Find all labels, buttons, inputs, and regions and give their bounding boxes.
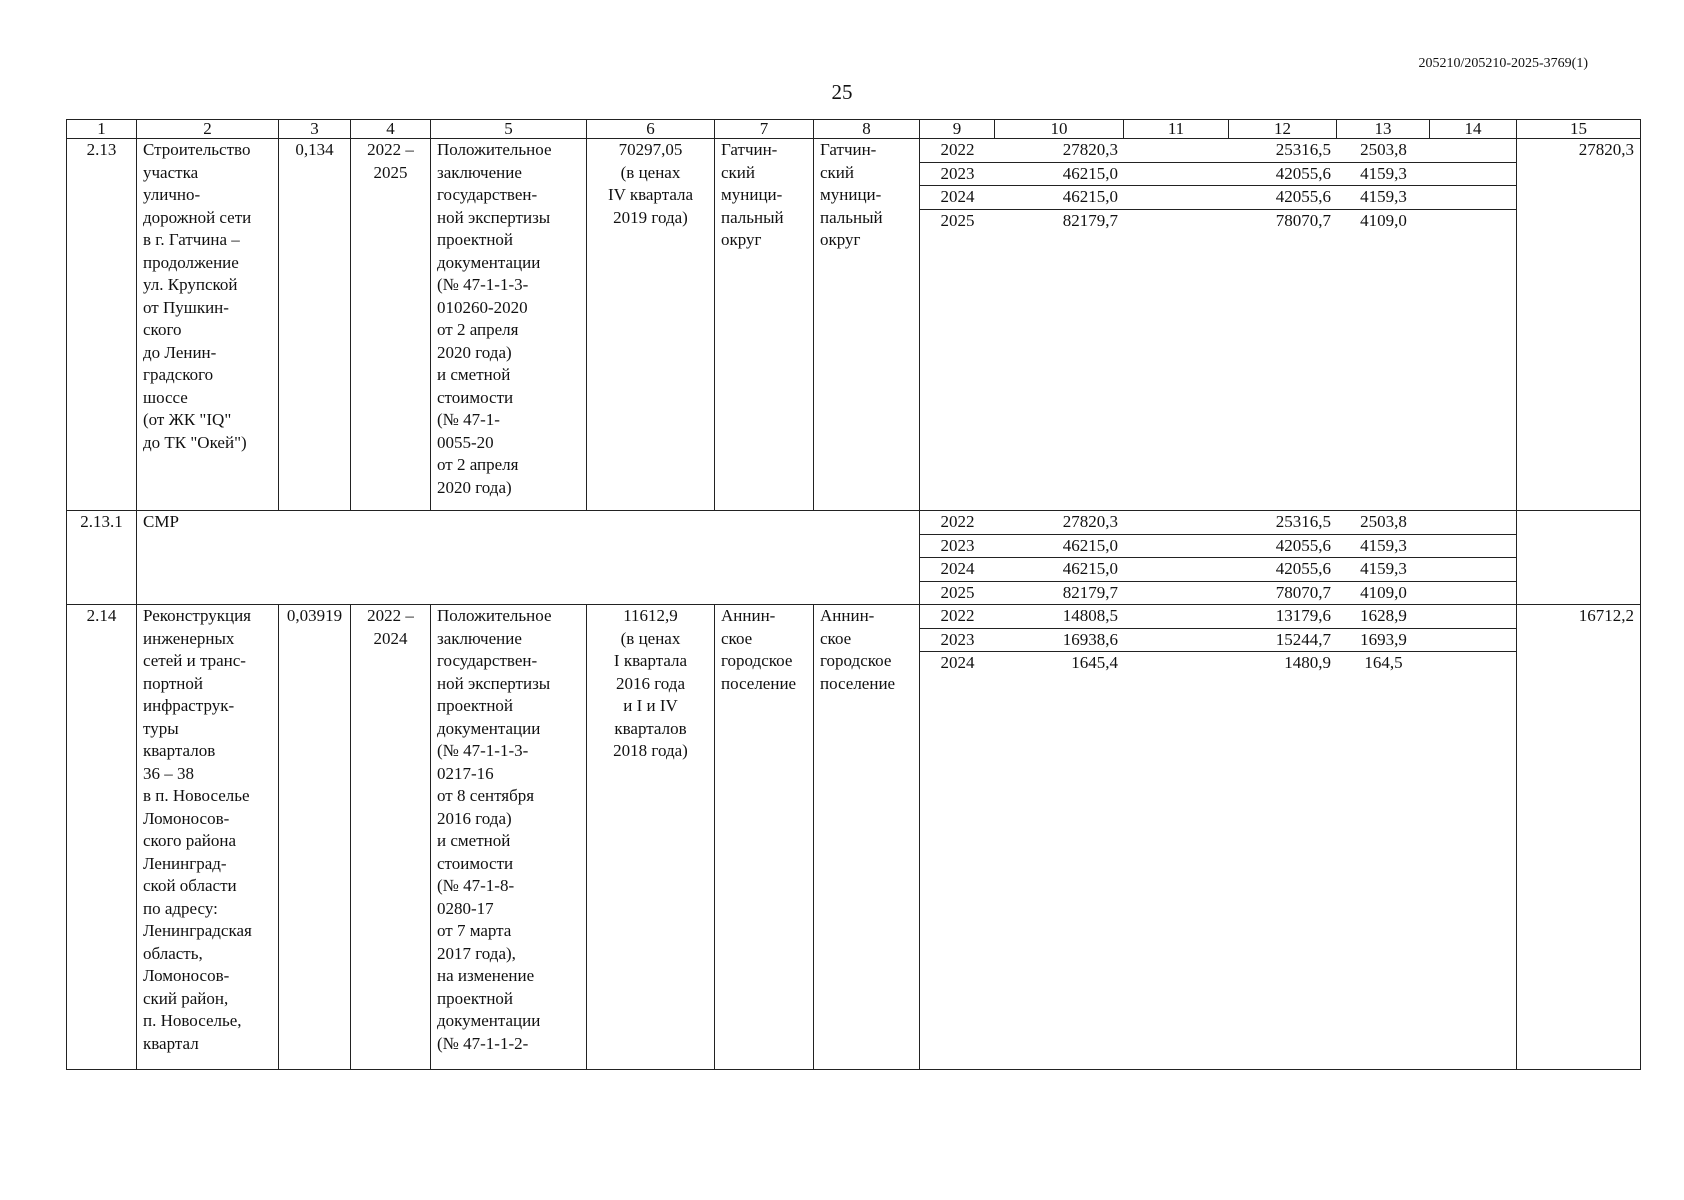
other-amount [1430, 605, 1517, 628]
federal-amount [1124, 628, 1229, 652]
year-row [920, 139, 1517, 162]
column-number: 7 [715, 120, 814, 139]
implementation-period: 2022 – 2025 [351, 139, 431, 511]
local-amount: 4159,3 [1337, 162, 1430, 186]
total-amount: 27820,3 [995, 511, 1124, 534]
customer-municipality: Аннин- ское городское поселение [814, 605, 920, 1070]
row-number: 2.13.1 [67, 511, 137, 605]
year: 2024 [920, 558, 995, 582]
estimated-cost: 70297,05 (в ценах IV квартала 2019 года) [587, 139, 715, 511]
local-amount: 164,5 [1364, 653, 1403, 672]
year: 2023 [920, 162, 995, 186]
column-number: 9 [920, 120, 995, 139]
municipality: Аннин- ское городское поселение [715, 605, 814, 1070]
column-number: 15 [1517, 120, 1641, 139]
column-number: 5 [431, 120, 587, 139]
regional-amount: 25316,5 [1229, 511, 1337, 534]
total-amount: 14808,5 [995, 605, 1124, 628]
column-number: 14 [1430, 120, 1517, 139]
year-row [920, 558, 1517, 582]
yearly-financing-table [920, 511, 1517, 604]
total-amount: 46215,0 [995, 534, 1124, 558]
year: 2023 [920, 534, 995, 558]
year-row [920, 186, 1517, 210]
year-row [920, 628, 1517, 652]
row-number: 2.14 [67, 605, 137, 1070]
year-row [920, 209, 1517, 232]
table-row [67, 605, 1641, 1070]
local-amount: 4159,3 [1337, 186, 1430, 210]
regional-amount: 25316,5 [1229, 139, 1337, 162]
yearly-financing-table [920, 605, 1517, 675]
year: 2025 [940, 210, 975, 230]
regional-amount: 42055,6 [1229, 558, 1337, 582]
column-number: 12 [1229, 120, 1337, 139]
column-number: 1 [67, 120, 137, 139]
object-name: Реконструкция инженерных сетей и транс- портной инфраструк- туры кварталов 36 – 38 в п. Новоселье Ломоносов- ского района Ленинград- ской области по адресу: Ленинградская область, Ломоносов- ский район, п. Новоселье, квартал [137, 605, 279, 1070]
other-amount [1430, 534, 1517, 558]
other-amount [1430, 652, 1517, 675]
year: 2022 [920, 139, 995, 162]
table-row [67, 139, 1641, 511]
column-number-header-row [67, 120, 1641, 139]
local-amount: 2503,8 [1337, 511, 1430, 534]
federal-amount [1124, 162, 1229, 186]
local-amount: 4159,3 [1337, 558, 1430, 582]
federal-amount [1124, 605, 1229, 628]
other-amount [1430, 162, 1517, 186]
federal-amount [1124, 558, 1229, 582]
regional-amount: 15244,7 [1229, 628, 1337, 652]
local-amount: 4109,0 [1360, 210, 1407, 230]
year-row [920, 511, 1517, 534]
row-total: 27820,3 [1517, 139, 1641, 511]
yearly-financing-block [920, 511, 1517, 605]
local-amount: 4109,0 [1360, 582, 1407, 602]
row-total: 16712,2 [1517, 605, 1641, 1070]
other-amount [1430, 581, 1517, 604]
other-amount [1430, 209, 1517, 232]
federal-amount [1124, 534, 1229, 558]
total-amount: 1645,4 [1071, 653, 1118, 672]
column-number: 8 [814, 120, 920, 139]
capacity-value: 0,134 [279, 139, 351, 511]
expertise-conclusion: Положительное заключение государствен- ной экспертизы проектной документации (№ 47-1-1-3- 0217-16 от 8 сентября 2016 года) и сметной стоимости (№ 47-1-8- 0280-17 от 7 марта 2017 года), на изменение проектной документации (№ 47-1-1-2- [431, 605, 587, 1070]
capacity-value: 0,03919 [279, 605, 351, 1070]
column-number: 2 [137, 120, 279, 139]
investment-objects-table [66, 119, 1641, 1070]
other-amount [1430, 558, 1517, 582]
estimated-cost: 11612,9 (в ценах I квартала 2016 года и I и IV кварталов 2018 года) [587, 605, 715, 1070]
local-amount: 1693,9 [1337, 628, 1430, 652]
total-amount: 46215,0 [995, 186, 1124, 210]
yearly-financing-block [920, 605, 1517, 1070]
regional-amount: 1480,9 [1284, 653, 1331, 672]
year: 2024 [920, 186, 995, 210]
object-name: СМР [137, 511, 920, 605]
year-row [920, 652, 1517, 675]
federal-amount [1124, 652, 1229, 675]
regional-amount: 42055,6 [1229, 186, 1337, 210]
regional-amount: 42055,6 [1229, 534, 1337, 558]
other-amount [1430, 139, 1517, 162]
other-amount [1430, 511, 1517, 534]
federal-amount [1124, 581, 1229, 604]
year-row [920, 162, 1517, 186]
regional-amount: 42055,6 [1229, 162, 1337, 186]
other-amount [1430, 628, 1517, 652]
federal-amount [1124, 186, 1229, 210]
page-number: 25 [831, 80, 853, 104]
local-amount: 2503,8 [1337, 139, 1430, 162]
document-registration-number: 205210/205210-2025-3769(1) [1418, 56, 1588, 71]
column-number: 3 [279, 120, 351, 139]
column-number: 11 [1124, 120, 1229, 139]
implementation-period: 2022 – 2024 [351, 605, 431, 1070]
object-name: Строительство участка улично- дорожной сети в г. Гатчина – продолжение ул. Крупской от Пушкин- ского до Ленин- градского шоссе (от ЖК "IQ" до ТК "Окей") [137, 139, 279, 511]
regional-amount: 13179,6 [1229, 605, 1337, 628]
regional-amount: 78070,7 [1275, 582, 1331, 602]
column-number: 4 [351, 120, 431, 139]
year: 2022 [920, 605, 995, 628]
yearly-financing-block [920, 139, 1517, 511]
customer-municipality: Гатчин- ский муници- пальный округ [814, 139, 920, 511]
federal-amount [1124, 139, 1229, 162]
table-row [67, 511, 1641, 605]
total-amount: 27820,3 [995, 139, 1124, 162]
year: 2022 [920, 511, 995, 534]
column-number: 6 [587, 120, 715, 139]
yearly-financing-table [920, 139, 1517, 232]
year-row [920, 605, 1517, 628]
regional-amount: 78070,7 [1275, 210, 1331, 230]
total-amount: 82179,7 [1062, 210, 1118, 230]
column-number: 10 [995, 120, 1124, 139]
year-row [920, 581, 1517, 604]
total-amount: 16938,6 [995, 628, 1124, 652]
other-amount [1430, 186, 1517, 210]
local-amount: 4159,3 [1337, 534, 1430, 558]
year: 2024 [940, 653, 975, 672]
total-amount: 46215,0 [995, 558, 1124, 582]
column-number: 13 [1337, 120, 1430, 139]
local-amount: 1628,9 [1337, 605, 1430, 628]
row-total [1517, 511, 1641, 605]
expertise-conclusion: Положительное заключение государствен- ной экспертизы проектной документации (№ 47-1-1-3- 010260-2020 от 2 апреля 2020 года) и сметной стоимости (№ 47-1- 0055-20 от 2 апреля 2020 года) [431, 139, 587, 511]
municipality: Гатчин- ский муници- пальный округ [715, 139, 814, 511]
federal-amount [1124, 209, 1229, 232]
year-row [920, 534, 1517, 558]
total-amount: 46215,0 [995, 162, 1124, 186]
year: 2025 [940, 582, 975, 602]
year: 2023 [920, 628, 995, 652]
total-amount: 82179,7 [1062, 582, 1118, 602]
federal-amount [1124, 511, 1229, 534]
row-number: 2.13 [67, 139, 137, 511]
